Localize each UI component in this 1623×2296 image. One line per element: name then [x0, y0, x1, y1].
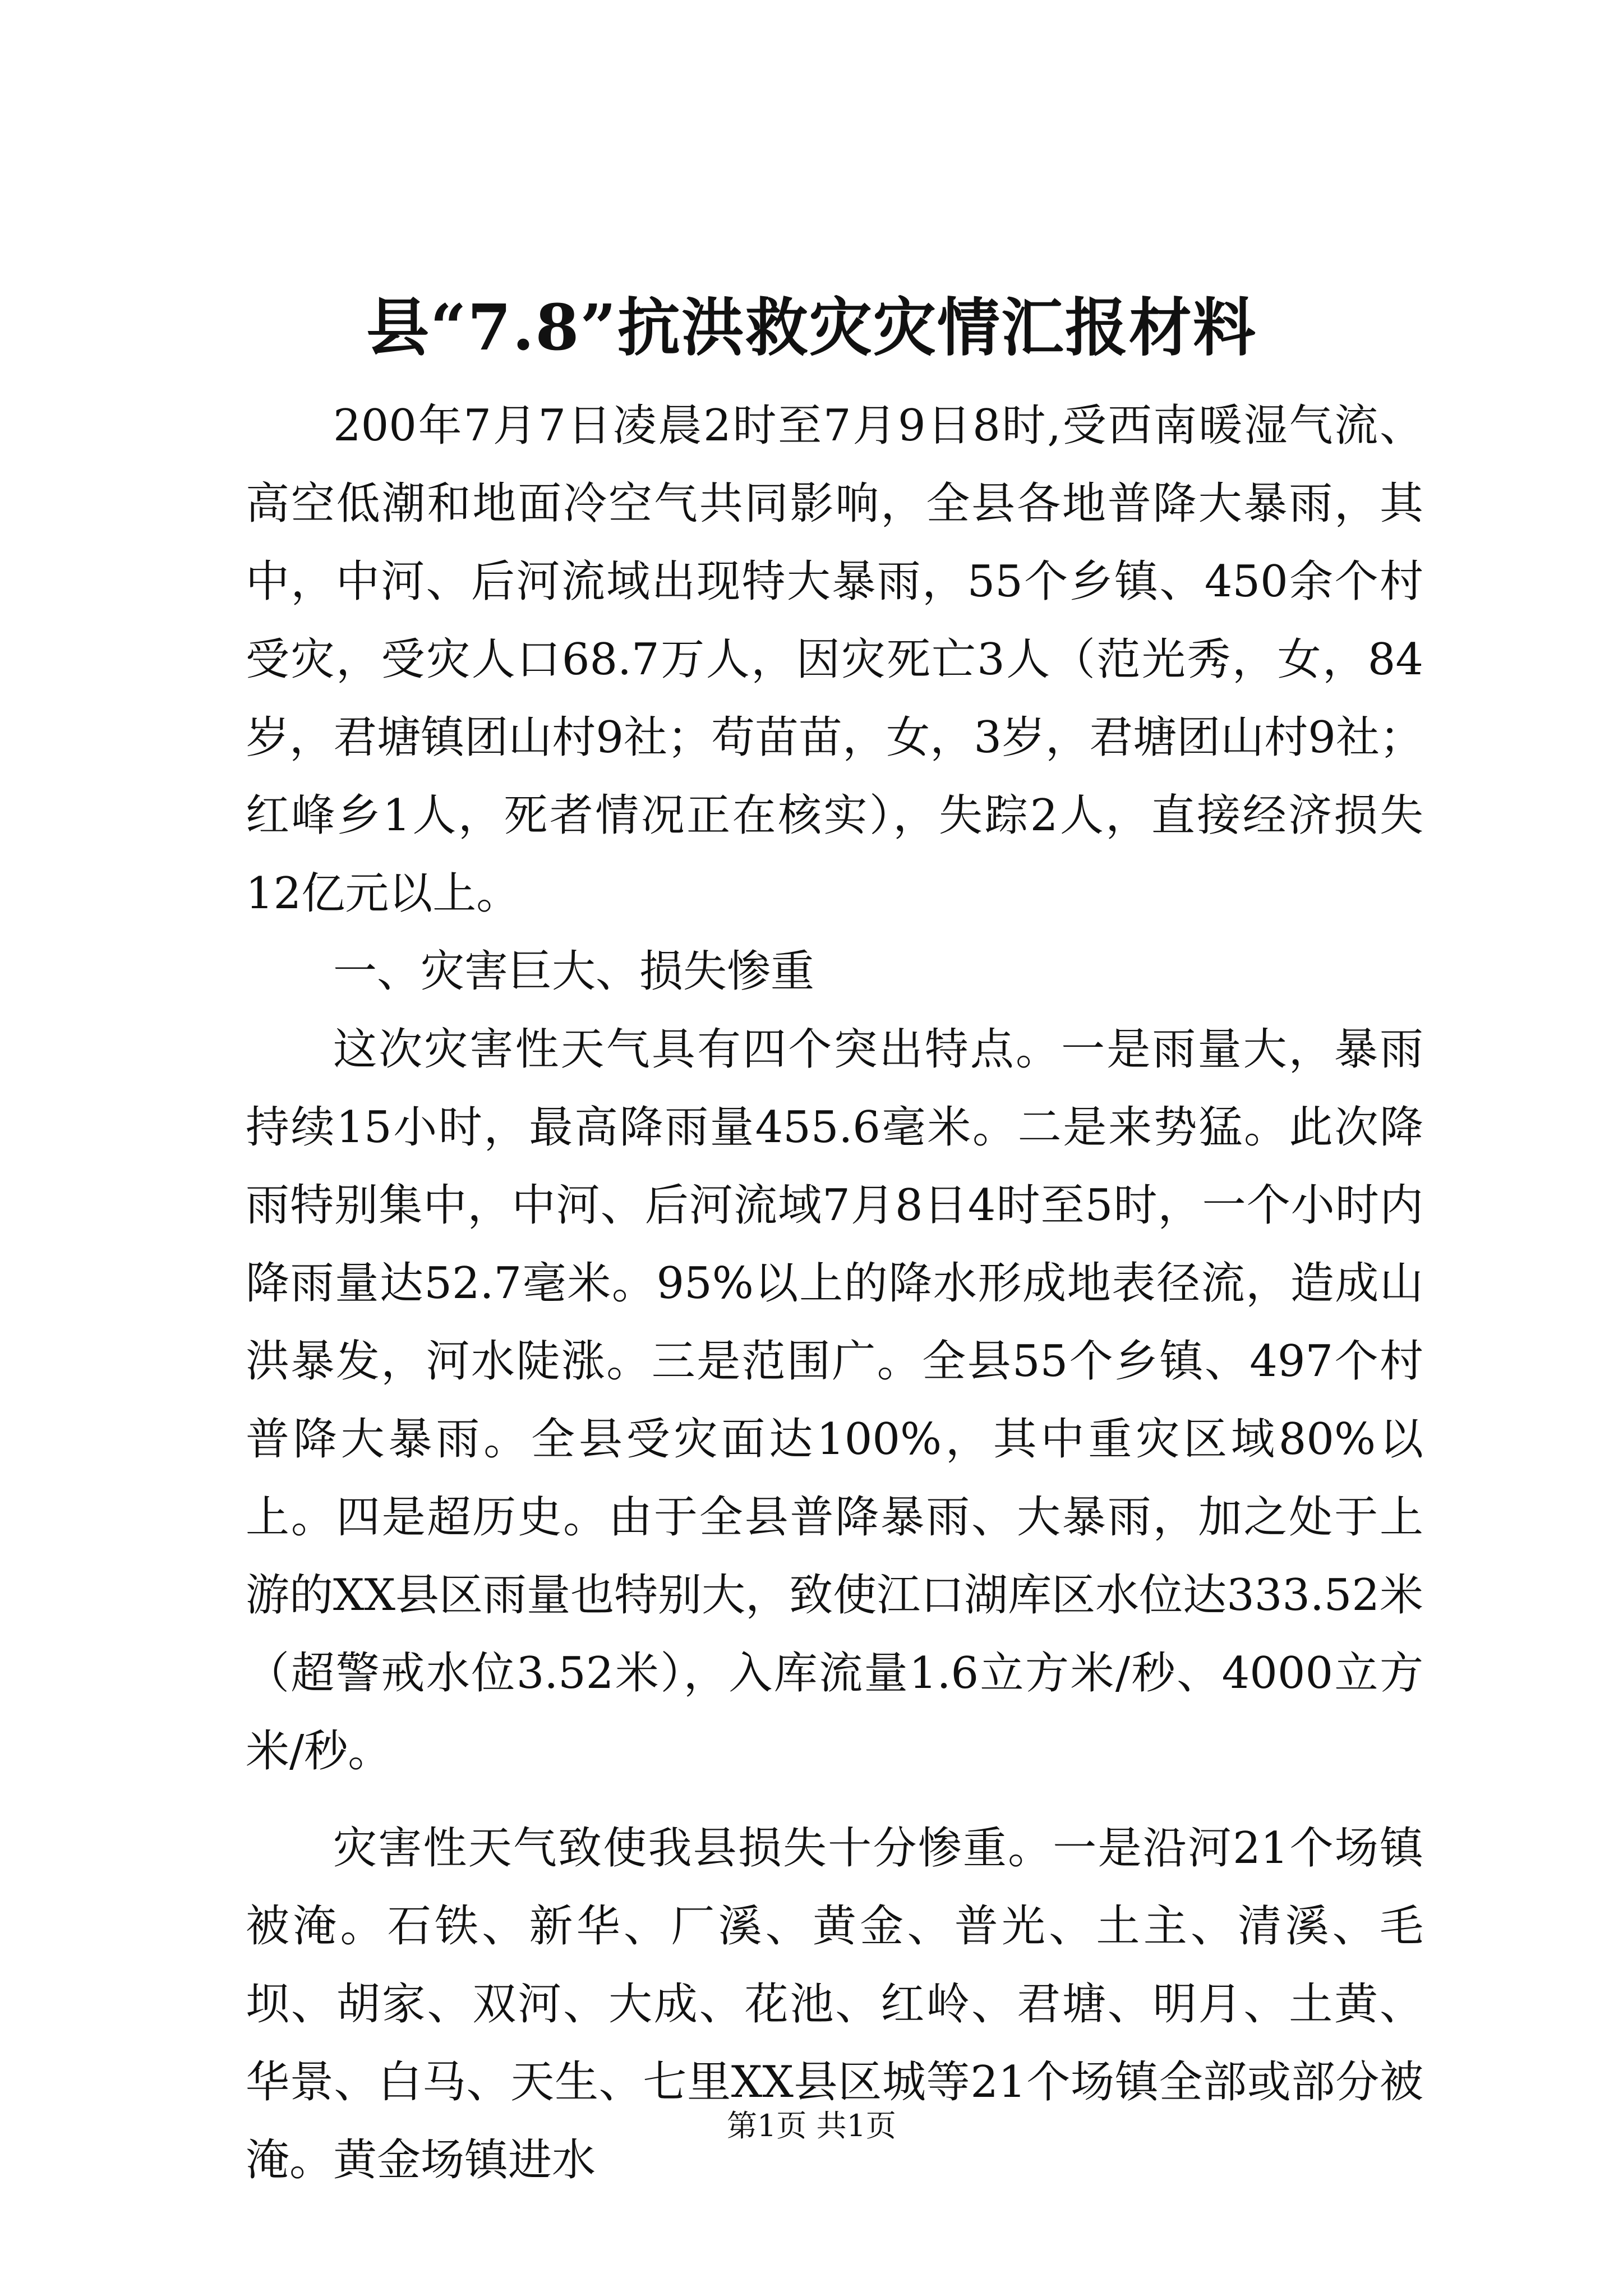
page-number: 第1页 共1页	[727, 2108, 896, 2143]
paragraph-intro: 200年7月7日凌晨2时至7月9日8时,受西南暖湿气流、高空低潮和地面冷空气共同影响，全县各地普降大暴雨，其中，中河、后河流域出现特大暴雨，55个乡镇、450余个村受灾，受灾人口68.7万人，因灾死亡3人（范光秀，女，84岁，君塘镇团山村9社；苟苗苗，女，3岁，君塘团山村9社；红峰乡1人，死者情况正在核实），失踪2人，直接经济损失12亿元以上。	[246, 401, 1423, 919]
document-body	[246, 387, 1423, 2200]
section-heading: 一、灾害巨大、损失惨重	[333, 946, 815, 997]
paragraph-losses: 灾害性天气致使我县损失十分惨重。一是沿河21个场镇被淹。石铁、新华、厂溪、黄金、普光、土主、清溪、毛坝、胡家、双河、大成、花池、红岭、君塘、明月、土黄、华景、白马、天生、七里XX县区城等21个场镇全部或部分被淹。黄金场镇进水	[246, 1823, 1423, 2185]
paragraph-features: 这次灾害性天气具有四个突出特点。一是雨量大，暴雨持续15小时，最高降雨量455.6毫米。二是来势猛。此次降雨特别集中，中河、后河流域7月8日4时至5时，一个小时内降雨量达52.7毫米。95%以上的降水形成地表径流，造成山洪暴发，河水陡涨。三是范围广。全县55个乡镇、497个村普降大暴雨。全县受灾面达100%，其中重灾区域80%以上。四是超历史。由于全县普降暴雨、大暴雨，加之处于上游的XX县区雨量也特别大，致使江口湖库区水位达333.52米（超警戒水位3.52米），入库流量1.6立方米/秒、4000立方米/秒。	[246, 1024, 1423, 1777]
document-title: 县“7.8”抗洪救灾灾情汇报材料	[366, 291, 1257, 365]
